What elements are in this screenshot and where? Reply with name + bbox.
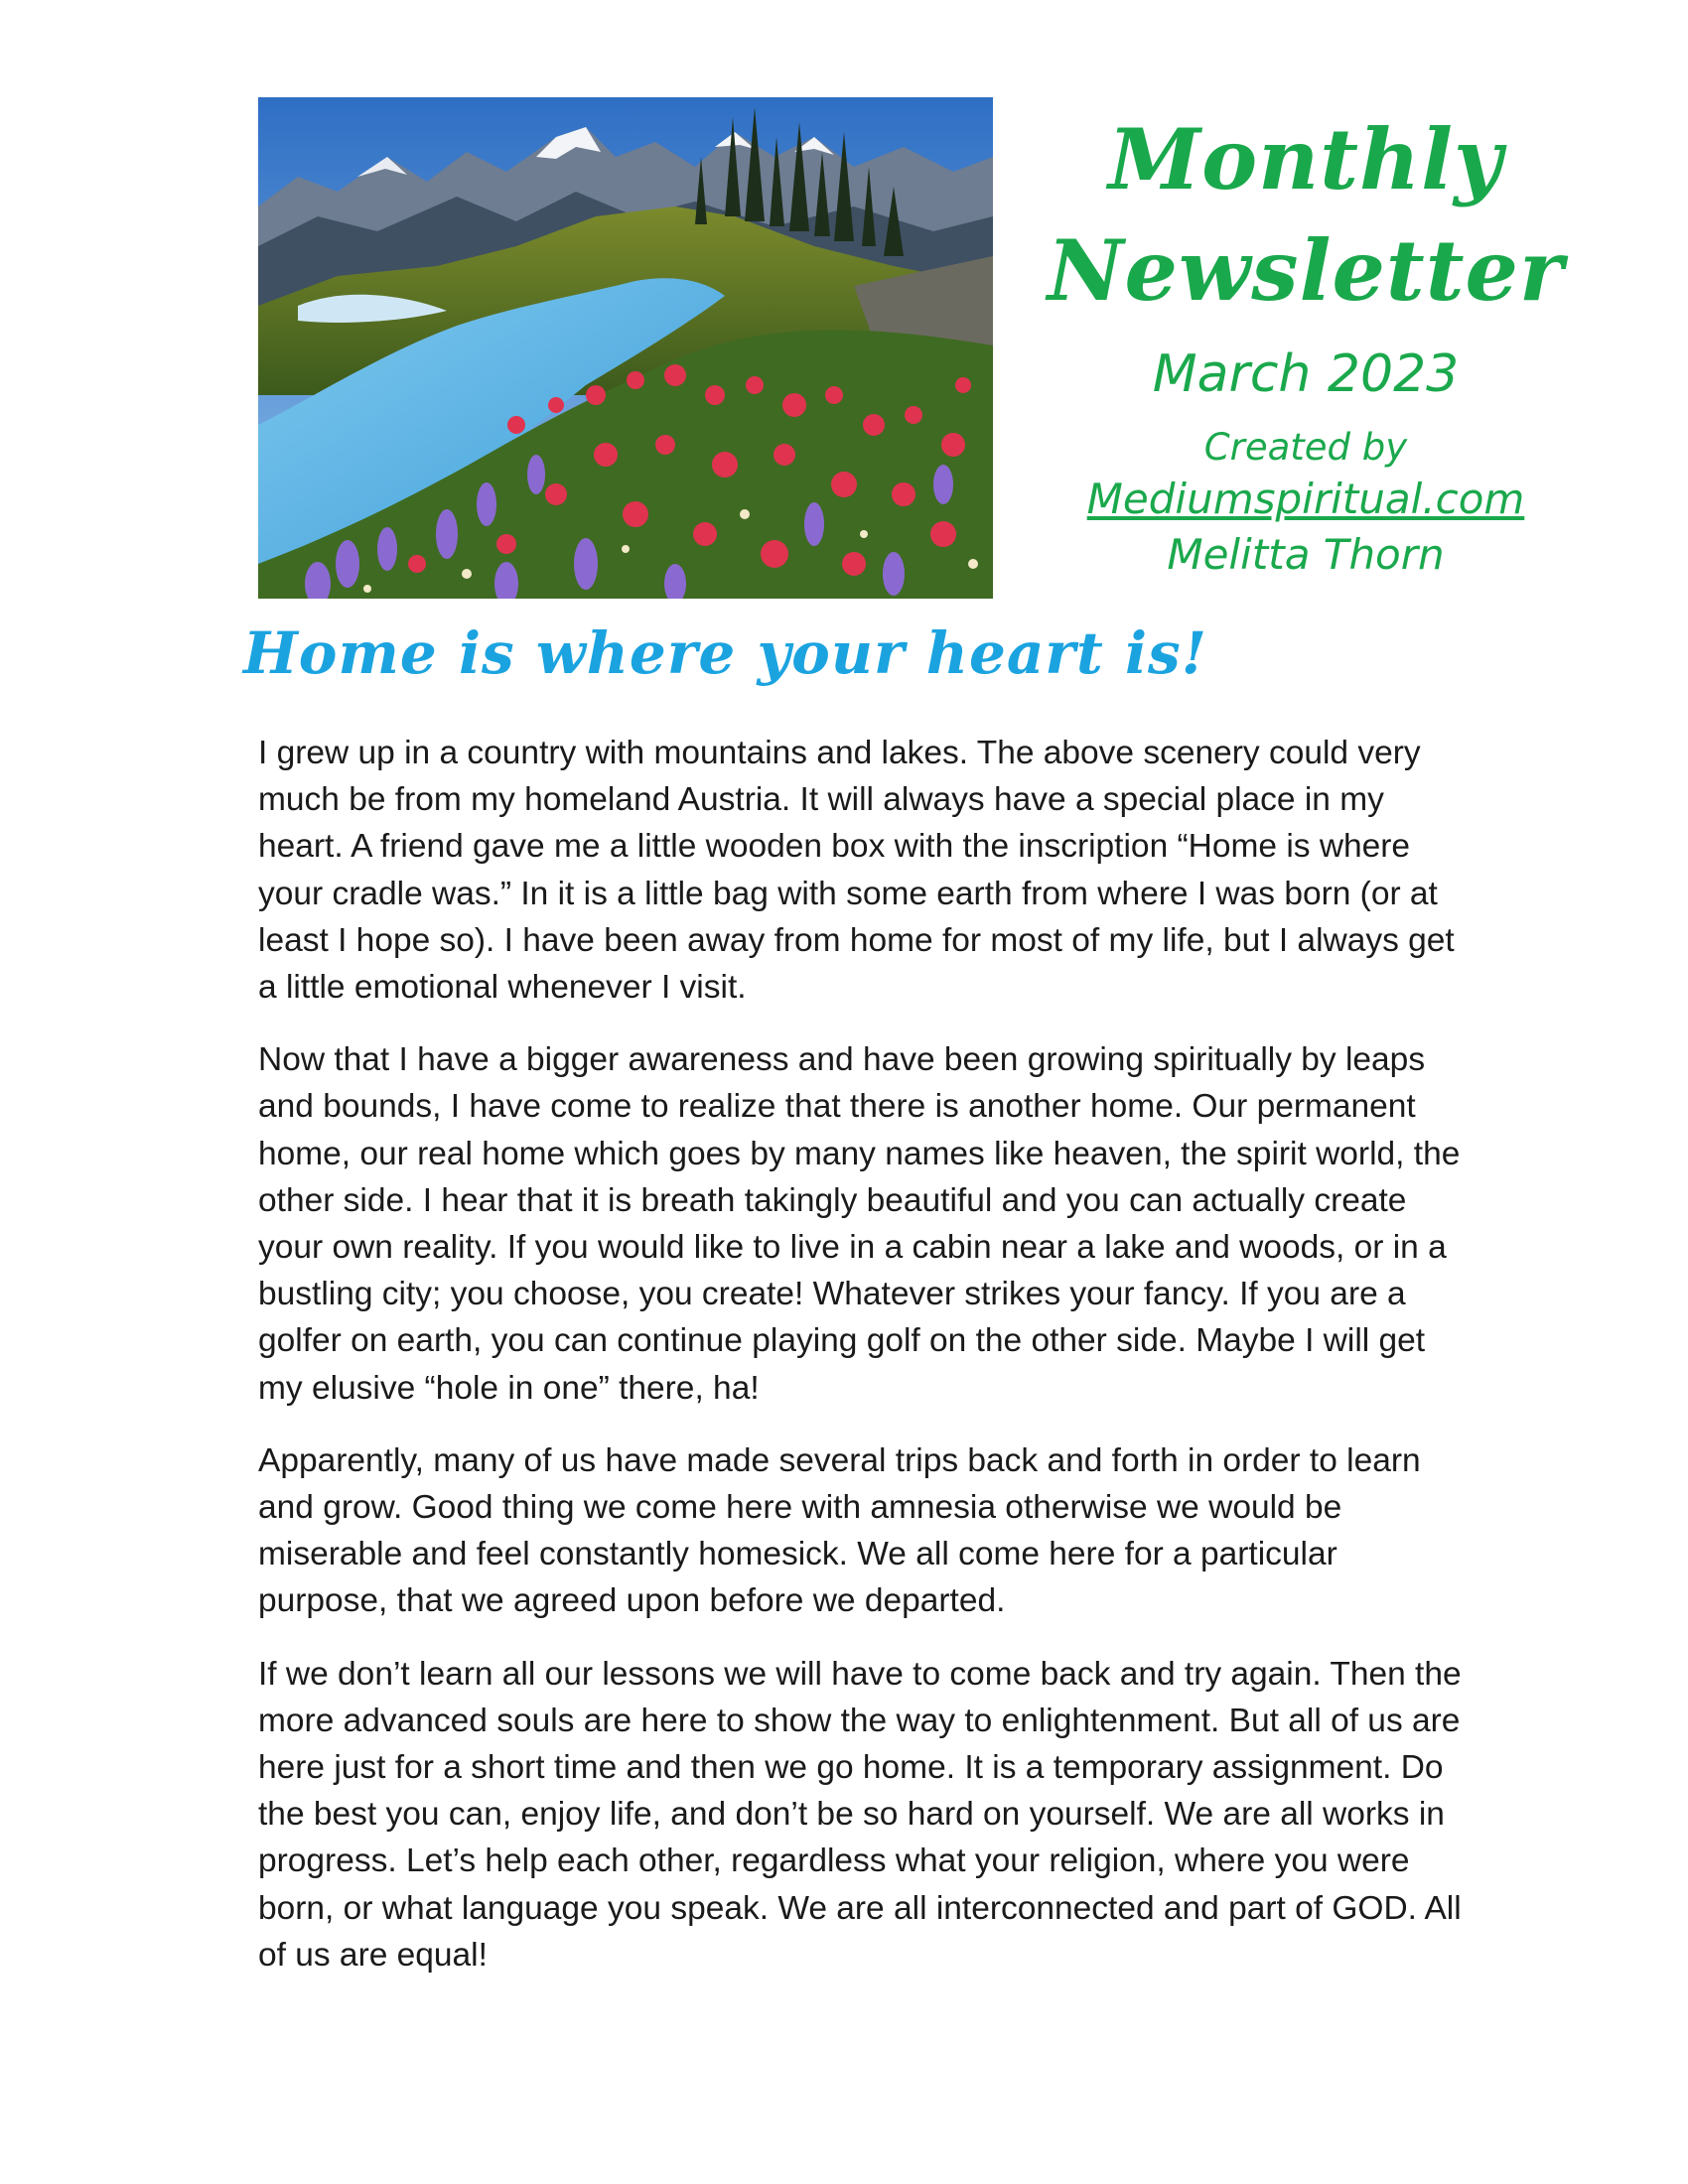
article-headline: Home is where your heart is!: [243, 619, 1208, 687]
author-name: Melitta Thorn: [1167, 530, 1445, 579]
issue-date: March 2023: [1152, 344, 1460, 404]
newsletter-title-line-2: Newsletter: [1047, 221, 1565, 320]
article-paragraph: Apparently, many of us have made several trips back and forth in order to learn and grow. Good thing we come here with amnesia otherwise we would be miserable and feel constantly homesick. We all come here for a particular purpose, that we agreed upon before we departed.: [258, 1441, 1421, 1620]
created-by-label: Created by: [1203, 426, 1408, 469]
article-paragraph: If we don’t learn all our lessons we will have to come back and try again. Then the more advanced souls are here to show the way to enlightenment. But all of us are here just for a short time and then we go home. It is a temporary assignment. Do the best you can, enjoy life, and don’t be so hard on yourself. We are all works in progress. Let’s help each other, regardless what your religion, where you were born, or what language you speak. We are all interconnected and part of GOD. All of us are equal!: [258, 1655, 1462, 1974]
mountain-meadow-illustration: [258, 97, 993, 599]
article-body: [258, 730, 1470, 2004]
article-paragraph: Now that I have a bigger awareness and have been growing spiritually by leaps and bounds, I have come to realize that there is another home. Our permanent home, our real home which goes by many names like heaven, the spirit world, the other side. I hear that it is breath takingly beautiful and you can actually create your own reality. If you would like to live in a cabin near a lake and woods, or in a bustling city; you choose, you create! Whatever strikes your fancy. If you are a golfer on earth, you can continue playing golf on the other side. Maybe I will get my elusive “hole in one” there, ha!: [258, 1041, 1461, 1407]
website-link[interactable]: Mediumspiritual.com: [1086, 475, 1525, 523]
newsletter-title-line-1: Monthly: [1108, 110, 1503, 208]
article-paragraph: I grew up in a country with mountains and lakes. The above scenery could very much be from my homeland Austria. It will always have a special place in my heart. A friend gave me a little wooden box with the inscription “Home is where your cradle was.” In it is a little bag with some earth from where I was born (or at least I hope so). I have been away from home for most of my life, but I always get a little emotional whenever I visit.: [258, 735, 1455, 1007]
masthead: [1033, 104, 1579, 583]
hero-mountain-meadow-image: [258, 97, 993, 599]
